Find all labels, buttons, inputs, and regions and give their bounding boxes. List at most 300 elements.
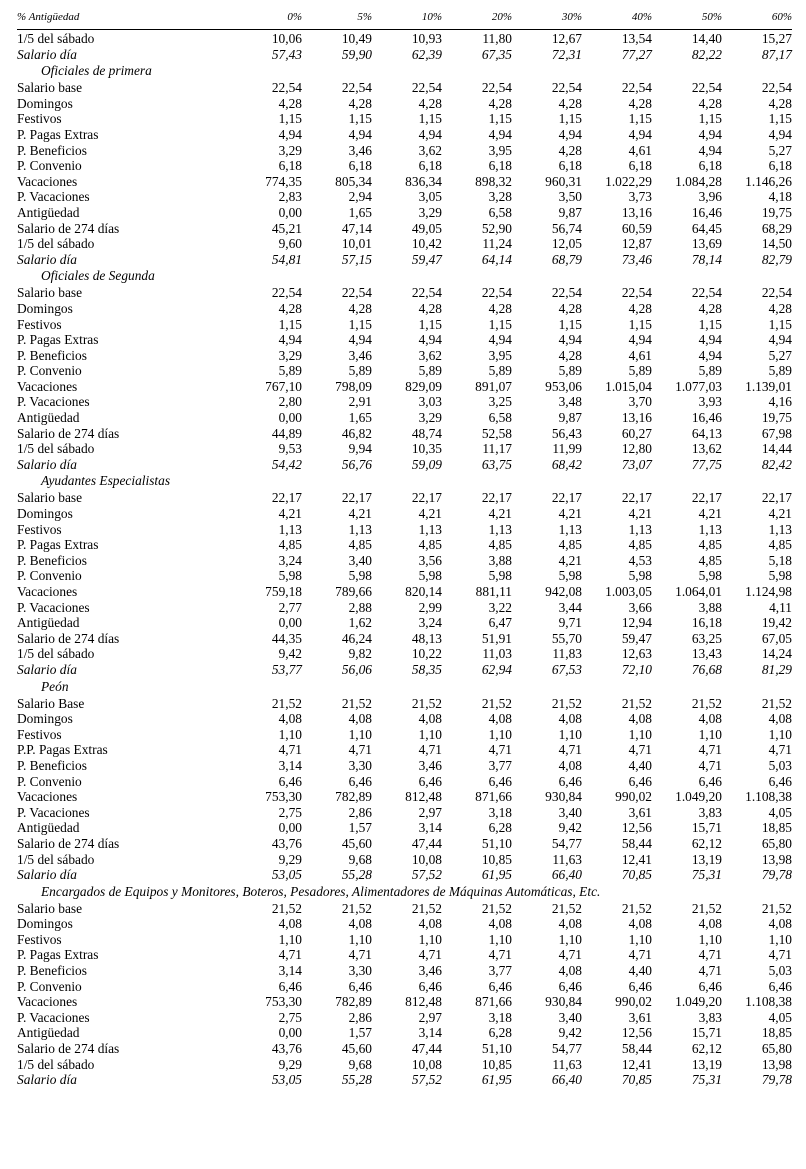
header-antiguedad: % Antigüedad xyxy=(17,11,80,23)
table-row xyxy=(17,631,792,647)
table-row xyxy=(17,158,792,174)
row-label: P. Vacaciones xyxy=(17,599,90,615)
cell-value: 4,28 xyxy=(278,95,302,111)
cell-value: 4,71 xyxy=(558,742,582,758)
cell-value: 9,68 xyxy=(348,1056,372,1072)
cell-value: 4,94 xyxy=(488,126,512,142)
cell-value: 48,74 xyxy=(411,425,442,441)
table-row xyxy=(17,31,792,47)
table-row xyxy=(17,47,792,63)
table-row xyxy=(17,947,792,963)
cell-value: 3,14 xyxy=(418,1025,442,1041)
cell-value: 4,85 xyxy=(698,537,722,553)
cell-value: 12,41 xyxy=(621,851,652,867)
cell-value: 759,18 xyxy=(265,584,302,599)
cell-value: 11,24 xyxy=(482,236,512,252)
row-label: P. Convenio xyxy=(17,158,82,174)
cell-value: 6,46 xyxy=(418,978,442,994)
cell-value: 3,14 xyxy=(418,820,442,836)
cell-value: 4,28 xyxy=(418,95,442,111)
cell-value: 5,89 xyxy=(768,363,792,379)
cell-value: 12,80 xyxy=(621,441,652,457)
cell-value: 4,71 xyxy=(768,742,792,758)
table-row xyxy=(17,537,792,553)
cell-value: 4,94 xyxy=(418,126,442,142)
row-label: Vacaciones xyxy=(17,378,78,394)
cell-value: 9,60 xyxy=(278,236,302,252)
cell-value: 3,25 xyxy=(488,394,512,410)
table-row xyxy=(17,96,792,112)
table-row xyxy=(17,285,792,301)
cell-value: 11,03 xyxy=(482,646,512,662)
cell-value: 43,76 xyxy=(271,1041,302,1057)
cell-value: 58,44 xyxy=(621,835,652,851)
cell-value: 1.108,38 xyxy=(745,994,792,1010)
cell-value: 1,15 xyxy=(628,111,652,127)
cell-value: 2,99 xyxy=(418,599,442,615)
row-label: P. Beneficios xyxy=(17,552,87,568)
cell-value: 881,11 xyxy=(475,584,512,599)
cell-value: 1,15 xyxy=(768,111,792,127)
cell-value: 4,08 xyxy=(278,916,302,932)
cell-value: 22,54 xyxy=(411,285,442,301)
cell-value: 3,29 xyxy=(278,142,302,158)
cell-value: 67,35 xyxy=(481,46,512,62)
section-header-row xyxy=(17,678,792,696)
cell-value: 4,94 xyxy=(558,332,582,348)
cell-value: 1.077,03 xyxy=(675,378,722,394)
table-row xyxy=(17,916,792,932)
cell-value: 22,17 xyxy=(341,490,372,506)
cell-value: 4,28 xyxy=(558,142,582,158)
cell-value: 21,52 xyxy=(691,695,722,711)
cell-value: 4,08 xyxy=(488,711,512,727)
row-label: 1/5 del sábado xyxy=(17,646,95,662)
table-row xyxy=(17,441,792,457)
cell-value: 68,42 xyxy=(551,456,582,472)
cell-value: 4,21 xyxy=(558,552,582,568)
section-title: Oficiales de primera xyxy=(41,63,152,79)
cell-value: 1,65 xyxy=(348,410,372,426)
cell-value: 5,98 xyxy=(278,568,302,584)
cell-value: 73,07 xyxy=(621,456,652,472)
cell-value: 6,46 xyxy=(488,773,512,789)
cell-value: 4,71 xyxy=(698,947,722,963)
section-header-row xyxy=(17,472,792,490)
cell-value: 5,98 xyxy=(418,568,442,584)
cell-value: 2,97 xyxy=(418,1009,442,1025)
cell-value: 19,42 xyxy=(761,615,792,631)
cell-value: 66,40 xyxy=(551,1072,582,1088)
cell-value: 6,46 xyxy=(278,773,302,789)
cell-value: 75,31 xyxy=(691,1072,722,1088)
cell-value: 1,15 xyxy=(558,316,582,332)
section-title: Encargados de Equipos y Monitores, Boteros, Pesadores, Alimentadores de Máquinas Automáticas, Etc. xyxy=(41,883,601,899)
cell-value: 6,28 xyxy=(488,1025,512,1041)
cell-value: 6,18 xyxy=(418,158,442,174)
cell-value: 22,54 xyxy=(761,285,792,301)
cell-value: 4,28 xyxy=(768,95,792,111)
table-row xyxy=(17,1072,792,1088)
cell-value: 48,13 xyxy=(411,630,442,646)
cell-value: 16,46 xyxy=(691,204,722,220)
cell-value: 767,10 xyxy=(265,378,302,394)
cell-value: 5,03 xyxy=(768,757,792,773)
section-title: Ayudantes Especialistas xyxy=(41,473,171,489)
cell-value: 13,98 xyxy=(761,1056,792,1072)
cell-value: 4,08 xyxy=(768,916,792,932)
cell-value: 4,94 xyxy=(278,126,302,142)
cell-value: 4,28 xyxy=(348,300,372,316)
cell-value: 1.049,20 xyxy=(675,789,722,805)
cell-value: 6,18 xyxy=(278,158,302,174)
cell-value: 10,35 xyxy=(411,441,442,457)
cell-value: 21,52 xyxy=(411,900,442,916)
header-col: 50% xyxy=(701,11,722,23)
table-row xyxy=(17,805,792,821)
cell-value: 21,52 xyxy=(481,695,512,711)
cell-value: 4,08 xyxy=(348,916,372,932)
table-row xyxy=(17,646,792,662)
table-row xyxy=(17,490,792,506)
section-header-row xyxy=(17,883,792,901)
cell-value: 11,83 xyxy=(552,646,582,662)
cell-value: 67,05 xyxy=(761,630,792,646)
cell-value: 774,35 xyxy=(265,173,302,189)
cell-value: 3,88 xyxy=(698,599,722,615)
cell-value: 930,84 xyxy=(545,789,582,805)
cell-value: 59,47 xyxy=(411,251,442,267)
cell-value: 4,08 xyxy=(558,711,582,727)
cell-value: 1,15 xyxy=(278,111,302,127)
cell-value: 4,08 xyxy=(628,916,652,932)
cell-value: 4,40 xyxy=(628,757,652,773)
cell-value: 4,85 xyxy=(418,537,442,553)
cell-value: 4,21 xyxy=(488,506,512,522)
cell-value: 49,05 xyxy=(411,220,442,236)
cell-value: 5,98 xyxy=(488,568,512,584)
cell-value: 61,95 xyxy=(481,867,512,883)
cell-value: 1,13 xyxy=(768,521,792,537)
cell-value: 960,31 xyxy=(545,173,582,189)
cell-value: 782,89 xyxy=(335,994,372,1010)
cell-value: 3,77 xyxy=(488,757,512,773)
cell-value: 1,10 xyxy=(348,726,372,742)
table-row xyxy=(17,410,792,426)
row-label: Vacaciones xyxy=(17,173,78,189)
cell-value: 3,83 xyxy=(698,804,722,820)
cell-value: 21,52 xyxy=(481,900,512,916)
cell-value: 21,52 xyxy=(761,900,792,916)
cell-value: 4,94 xyxy=(698,347,722,363)
cell-value: 3,48 xyxy=(558,394,582,410)
cell-value: 77,75 xyxy=(691,456,722,472)
cell-value: 21,52 xyxy=(761,695,792,711)
row-label: Salario base xyxy=(17,285,83,301)
cell-value: 1,10 xyxy=(278,931,302,947)
cell-value: 9,68 xyxy=(348,851,372,867)
cell-value: 59,90 xyxy=(341,46,372,62)
cell-value: 782,89 xyxy=(335,789,372,805)
cell-value: 1,15 xyxy=(488,111,512,127)
cell-value: 14,50 xyxy=(761,236,792,252)
cell-value: 13,19 xyxy=(691,1056,722,1072)
cell-value: 4,28 xyxy=(558,95,582,111)
cell-value: 1,57 xyxy=(348,820,372,836)
cell-value: 6,46 xyxy=(348,978,372,994)
cell-value: 798,09 xyxy=(335,378,372,394)
cell-value: 4,08 xyxy=(278,711,302,727)
cell-value: 12,87 xyxy=(621,236,652,252)
cell-value: 61,95 xyxy=(481,1072,512,1088)
cell-value: 66,40 xyxy=(551,867,582,883)
cell-value: 87,17 xyxy=(761,46,792,62)
cell-value: 4,71 xyxy=(698,742,722,758)
row-label: Salario Base xyxy=(17,695,85,711)
cell-value: 4,94 xyxy=(418,332,442,348)
cell-value: 0,00 xyxy=(278,204,302,220)
cell-value: 10,49 xyxy=(341,31,372,46)
cell-value: 13,54 xyxy=(621,31,652,46)
row-label: P. Beneficios xyxy=(17,757,87,773)
cell-value: 11,99 xyxy=(552,441,582,457)
cell-value: 871,66 xyxy=(475,994,512,1010)
cell-value: 78,14 xyxy=(691,251,722,267)
table-row xyxy=(17,317,792,333)
cell-value: 4,08 xyxy=(768,711,792,727)
cell-value: 1,10 xyxy=(488,931,512,947)
row-label: Festivos xyxy=(17,316,62,332)
cell-value: 12,94 xyxy=(621,615,652,631)
cell-value: 10,85 xyxy=(481,851,512,867)
cell-value: 10,85 xyxy=(481,1056,512,1072)
cell-value: 4,94 xyxy=(698,332,722,348)
cell-value: 57,52 xyxy=(411,1072,442,1088)
cell-value: 4,08 xyxy=(558,757,582,773)
row-label: Antigüedad xyxy=(17,615,80,631)
cell-value: 3,83 xyxy=(698,1009,722,1025)
table-row xyxy=(17,852,792,868)
cell-value: 4,08 xyxy=(628,711,652,727)
table-row xyxy=(17,553,792,569)
cell-value: 76,68 xyxy=(691,661,722,677)
cell-value: 1,15 xyxy=(628,316,652,332)
cell-value: 58,44 xyxy=(621,1041,652,1057)
cell-value: 18,85 xyxy=(761,1025,792,1041)
cell-value: 3,30 xyxy=(348,963,372,979)
cell-value: 22,54 xyxy=(621,285,652,301)
cell-value: 64,45 xyxy=(691,220,722,236)
cell-value: 3,18 xyxy=(488,804,512,820)
cell-value: 4,28 xyxy=(558,347,582,363)
table-row xyxy=(17,836,792,852)
cell-value: 1,13 xyxy=(488,521,512,537)
row-label: Salario de 274 días xyxy=(17,425,120,441)
cell-value: 3,95 xyxy=(488,347,512,363)
cell-value: 5,27 xyxy=(768,142,792,158)
cell-value: 3,93 xyxy=(698,394,722,410)
cell-value: 6,46 xyxy=(418,773,442,789)
cell-value: 1,15 xyxy=(418,111,442,127)
row-label: P. Pagas Extras xyxy=(17,332,99,348)
row-label: Salario día xyxy=(17,661,77,677)
cell-value: 53,05 xyxy=(271,867,302,883)
cell-value: 22,54 xyxy=(691,285,722,301)
cell-value: 12,05 xyxy=(551,236,582,252)
cell-value: 9,29 xyxy=(278,1056,302,1072)
cell-value: 3,56 xyxy=(418,552,442,568)
cell-value: 4,05 xyxy=(768,804,792,820)
cell-value: 6,18 xyxy=(488,158,512,174)
table-row xyxy=(17,426,792,442)
cell-value: 4,18 xyxy=(768,189,792,205)
table-row xyxy=(17,348,792,364)
cell-value: 10,22 xyxy=(411,646,442,662)
cell-value: 57,43 xyxy=(271,46,302,62)
cell-value: 4,11 xyxy=(769,599,792,615)
cell-value: 6,18 xyxy=(348,158,372,174)
row-label: Antigüedad xyxy=(17,820,80,836)
cell-value: 4,08 xyxy=(418,916,442,932)
cell-value: 2,94 xyxy=(348,189,372,205)
cell-value: 1.146,26 xyxy=(745,173,792,189)
cell-value: 1,10 xyxy=(558,931,582,947)
cell-value: 6,46 xyxy=(628,773,652,789)
table-row xyxy=(17,394,792,410)
table-row xyxy=(17,789,792,805)
cell-value: 4,08 xyxy=(348,711,372,727)
cell-value: 4,71 xyxy=(348,947,372,963)
cell-value: 1,15 xyxy=(768,316,792,332)
table-row xyxy=(17,506,792,522)
table-row xyxy=(17,774,792,790)
cell-value: 0,00 xyxy=(278,820,302,836)
cell-value: 4,71 xyxy=(698,757,722,773)
cell-value: 5,03 xyxy=(768,963,792,979)
table-row xyxy=(17,1010,792,1026)
table-row xyxy=(17,932,792,948)
cell-value: 6,46 xyxy=(558,978,582,994)
cell-value: 22,17 xyxy=(761,490,792,506)
header-col: 0% xyxy=(287,11,302,23)
cell-value: 51,10 xyxy=(481,835,512,851)
cell-value: 1.022,29 xyxy=(605,173,652,189)
table-row xyxy=(17,221,792,237)
table-row xyxy=(17,711,792,727)
cell-value: 16,46 xyxy=(691,410,722,426)
cell-value: 4,85 xyxy=(348,537,372,553)
cell-value: 5,98 xyxy=(558,568,582,584)
cell-value: 15,71 xyxy=(691,820,722,836)
row-label: Antigüedad xyxy=(17,1025,80,1041)
cell-value: 2,91 xyxy=(348,394,372,410)
row-label: Salario día xyxy=(17,251,77,267)
cell-value: 12,56 xyxy=(621,820,652,836)
cell-value: 22,54 xyxy=(621,80,652,96)
salary-table xyxy=(17,6,792,1088)
cell-value: 2,75 xyxy=(278,804,302,820)
row-label: P. Pagas Extras xyxy=(17,537,99,553)
cell-value: 22,54 xyxy=(761,80,792,96)
cell-value: 4,21 xyxy=(558,506,582,522)
cell-value: 4,21 xyxy=(278,506,302,522)
cell-value: 6,28 xyxy=(488,820,512,836)
cell-value: 82,42 xyxy=(761,456,792,472)
cell-value: 64,13 xyxy=(691,425,722,441)
cell-value: 77,27 xyxy=(621,46,652,62)
cell-value: 6,46 xyxy=(278,978,302,994)
cell-value: 871,66 xyxy=(475,789,512,805)
cell-value: 2,86 xyxy=(348,1009,372,1025)
cell-value: 65,80 xyxy=(761,835,792,851)
cell-value: 13,16 xyxy=(621,204,652,220)
cell-value: 44,35 xyxy=(271,630,302,646)
cell-value: 812,48 xyxy=(405,789,442,805)
row-label: 1/5 del sábado xyxy=(17,31,95,46)
cell-value: 1,15 xyxy=(698,111,722,127)
cell-value: 13,69 xyxy=(691,236,722,252)
table-row xyxy=(17,205,792,221)
cell-value: 3,29 xyxy=(278,347,302,363)
cell-value: 56,06 xyxy=(341,661,372,677)
header-col: 40% xyxy=(631,11,652,23)
table-row xyxy=(17,963,792,979)
cell-value: 3,95 xyxy=(488,142,512,158)
cell-value: 72,31 xyxy=(551,46,582,62)
cell-value: 753,30 xyxy=(265,789,302,805)
cell-value: 12,56 xyxy=(621,1025,652,1041)
cell-value: 3,46 xyxy=(348,347,372,363)
cell-value: 2,86 xyxy=(348,804,372,820)
cell-value: 59,47 xyxy=(621,630,652,646)
cell-value: 3,18 xyxy=(488,1009,512,1025)
cell-value: 6,46 xyxy=(768,978,792,994)
cell-value: 21,52 xyxy=(271,695,302,711)
cell-value: 1,13 xyxy=(628,521,652,537)
row-label: 1/5 del sábado xyxy=(17,1056,95,1072)
cell-value: 4,94 xyxy=(698,142,722,158)
cell-value: 13,98 xyxy=(761,851,792,867)
cell-value: 4,94 xyxy=(488,332,512,348)
cell-value: 21,52 xyxy=(621,900,652,916)
cell-value: 4,28 xyxy=(628,95,652,111)
cell-value: 64,14 xyxy=(481,251,512,267)
cell-value: 1,10 xyxy=(558,726,582,742)
cell-value: 3,88 xyxy=(488,552,512,568)
cell-value: 3,73 xyxy=(628,189,652,205)
cell-value: 3,28 xyxy=(488,189,512,205)
cell-value: 10,93 xyxy=(411,31,442,46)
cell-value: 5,89 xyxy=(348,363,372,379)
cell-value: 1,10 xyxy=(628,726,652,742)
cell-value: 2,88 xyxy=(348,599,372,615)
cell-value: 22,54 xyxy=(271,80,302,96)
cell-value: 5,27 xyxy=(768,347,792,363)
table-row xyxy=(17,742,792,758)
section-header-row xyxy=(17,267,792,285)
cell-value: 11,17 xyxy=(482,441,512,457)
cell-value: 4,21 xyxy=(698,506,722,522)
header-row xyxy=(17,6,792,28)
table-row xyxy=(17,568,792,584)
cell-value: 1,13 xyxy=(278,521,302,537)
row-label: 1/5 del sábado xyxy=(17,236,95,252)
cell-value: 22,54 xyxy=(481,285,512,301)
cell-value: 22,54 xyxy=(341,80,372,96)
cell-value: 11,63 xyxy=(552,851,582,867)
cell-value: 54,42 xyxy=(271,456,302,472)
cell-value: 3,40 xyxy=(558,1009,582,1025)
